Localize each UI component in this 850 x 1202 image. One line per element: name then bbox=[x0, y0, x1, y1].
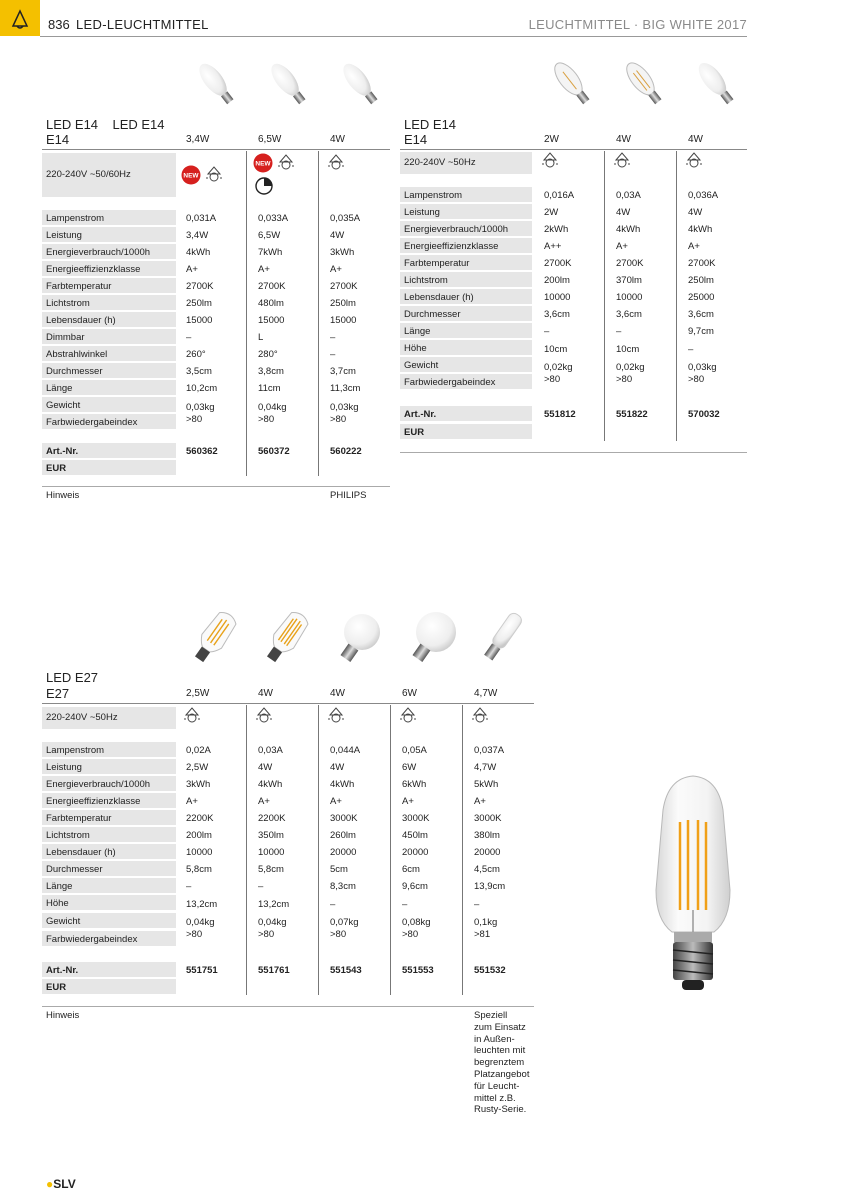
spec-label: Leistung bbox=[404, 207, 440, 218]
header-rule bbox=[42, 149, 390, 150]
wattage-header: 4W bbox=[330, 688, 345, 699]
beam-angle-icon bbox=[470, 705, 490, 725]
spec-value: 260° bbox=[186, 349, 206, 360]
tube-bulb-image-551532 bbox=[470, 606, 534, 670]
spec-value: 4,7W bbox=[474, 762, 497, 773]
spec-value: 4W bbox=[330, 762, 345, 773]
spec-value: 200lm bbox=[544, 275, 570, 286]
spec-value: 3000K bbox=[402, 813, 430, 824]
spec-value: 3000K bbox=[474, 813, 502, 824]
spec-value: 10000 bbox=[258, 847, 285, 858]
spec-value: – bbox=[402, 899, 408, 910]
spec-label: Gewicht bbox=[46, 400, 81, 411]
note-line: leuchten mit bbox=[474, 1045, 526, 1057]
spec-value: 4,5cm bbox=[474, 864, 500, 875]
candle-bulb-image-560372 bbox=[260, 62, 320, 110]
article-number: 560362 bbox=[186, 446, 218, 457]
spec-value: 5cm bbox=[330, 864, 348, 875]
globe-bulb-image-551553 bbox=[398, 606, 462, 670]
spec-value: 4kWh bbox=[616, 224, 641, 235]
new-badge-icon bbox=[181, 165, 201, 185]
spec-value: A+ bbox=[258, 796, 270, 807]
spec-value: 450lm bbox=[402, 830, 428, 841]
spec-label: Lampenstrom bbox=[404, 190, 463, 201]
spec-value: 2700K bbox=[544, 258, 572, 269]
spec-value: 9,6cm bbox=[402, 881, 428, 892]
column-separator bbox=[318, 705, 319, 995]
spec-value: 0,03A bbox=[258, 745, 283, 756]
wattage-header: 4W bbox=[688, 134, 703, 145]
spec-value: 0,03A bbox=[616, 190, 641, 201]
note-text bbox=[474, 1010, 529, 1116]
spec-value: – bbox=[616, 326, 622, 337]
spec-label: Energieeffizienzklasse bbox=[404, 241, 499, 252]
spec-value: 380lm bbox=[474, 830, 500, 841]
column-separator bbox=[462, 705, 463, 995]
spec-label: Energieeffizienzklasse bbox=[46, 796, 141, 807]
price-label: EUR bbox=[46, 982, 67, 993]
spec-value: 4kWh bbox=[186, 247, 211, 258]
spec-value: 2700K bbox=[616, 258, 644, 269]
beam-angle-icon bbox=[254, 705, 274, 725]
spec-label: Durchmesser bbox=[404, 309, 461, 320]
spec-value: 2kWh bbox=[544, 224, 569, 235]
spec-value: 6,5W bbox=[258, 230, 281, 241]
rustic-filament-bulb-image-551761 bbox=[254, 606, 318, 670]
article-number-label: Art.-Nr. bbox=[46, 446, 79, 457]
spec-value: 4W bbox=[330, 230, 345, 241]
spec-value: 0,036A bbox=[688, 190, 719, 201]
note-label: Hinweis bbox=[46, 1010, 80, 1021]
spec-value: 2700K bbox=[186, 281, 214, 292]
spec-value: – bbox=[544, 326, 550, 337]
column-separator bbox=[676, 151, 677, 441]
article-number: 551553 bbox=[402, 965, 434, 976]
spec-value: 20000 bbox=[330, 847, 357, 858]
spec-label: Energieverbrauch/1000h bbox=[46, 247, 151, 258]
spec-value: 0,044A bbox=[330, 745, 361, 756]
spec-value: 0,03kg bbox=[330, 402, 359, 413]
spec-value: 4kWh bbox=[258, 779, 283, 790]
spec-value: 7kWh bbox=[258, 247, 283, 258]
note-line: Speziell bbox=[474, 1010, 508, 1021]
spec-value: >80 bbox=[186, 929, 203, 940]
spec-value: 10000 bbox=[544, 292, 571, 303]
article-number: 551822 bbox=[616, 409, 648, 420]
spec-value: 2700K bbox=[258, 281, 286, 292]
spec-label: Farbtemperatur bbox=[404, 258, 470, 269]
note-line: Rusty-Serie. bbox=[474, 1104, 527, 1116]
globe-bulb-image-551543 bbox=[326, 606, 390, 670]
table-subtitle: E14 bbox=[46, 132, 70, 147]
spec-value: >80 bbox=[616, 374, 633, 385]
column-separator bbox=[318, 151, 319, 476]
spec-value: >80 bbox=[688, 374, 705, 385]
beam-angle-icon bbox=[684, 150, 704, 170]
spec-label: Energieverbrauch/1000h bbox=[404, 224, 509, 235]
spec-value: – bbox=[330, 899, 336, 910]
spec-value: >80 bbox=[186, 414, 203, 425]
spec-value: A++ bbox=[544, 241, 562, 252]
spec-label: Lichtstrom bbox=[404, 275, 448, 286]
spec-value: 4W bbox=[688, 207, 703, 218]
spec-value: 2,5W bbox=[186, 762, 209, 773]
spec-value: – bbox=[688, 344, 694, 355]
spec-value: 3,4W bbox=[186, 230, 209, 241]
spec-value: 0,037A bbox=[474, 745, 505, 756]
article-number: 570032 bbox=[688, 409, 720, 420]
voltage-label: 220-240V ~50Hz bbox=[404, 157, 476, 168]
spec-value: 370lm bbox=[616, 275, 642, 286]
spec-value: – bbox=[258, 881, 264, 892]
spec-label: Lebensdauer (h) bbox=[46, 315, 116, 326]
header-divider bbox=[40, 36, 747, 37]
spec-value: – bbox=[186, 332, 192, 343]
beam-angle-icon bbox=[398, 705, 418, 725]
article-number: 551532 bbox=[474, 965, 506, 976]
beam-angle-icon bbox=[612, 150, 632, 170]
spec-label: Dimmbar bbox=[46, 332, 85, 343]
lamp-icon bbox=[0, 0, 40, 36]
spec-value: – bbox=[474, 899, 480, 910]
spec-value: 10,2cm bbox=[186, 383, 218, 394]
spec-label: Lichtstrom bbox=[46, 830, 90, 841]
spec-value: – bbox=[330, 332, 336, 343]
beam-angle-icon bbox=[326, 705, 346, 725]
spec-value: >80 bbox=[258, 929, 275, 940]
note-line: Platzangebot bbox=[474, 1068, 530, 1080]
spec-value: 0,016A bbox=[544, 190, 575, 201]
catalog-title: LEUCHTMITTEL · BIG WHITE 2017 bbox=[528, 17, 747, 32]
spec-label: Lichtstrom bbox=[46, 298, 90, 309]
spec-value: 11cm bbox=[258, 383, 281, 394]
article-number-label: Art.-Nr. bbox=[404, 409, 437, 420]
candle-bulb-image-560362 bbox=[188, 62, 248, 110]
candle-bulb-image-570032 bbox=[688, 60, 748, 112]
voltage-label: 220-240V ~50Hz bbox=[46, 712, 118, 723]
column-separator bbox=[390, 705, 391, 995]
spec-value: 11,3cm bbox=[330, 383, 361, 394]
spec-value: 20000 bbox=[402, 847, 429, 858]
spec-value: 13,2cm bbox=[186, 899, 218, 910]
spec-value: >80 bbox=[544, 374, 561, 385]
spec-value: 250lm bbox=[330, 298, 356, 309]
price-label: EUR bbox=[46, 463, 67, 474]
spec-value: 260lm bbox=[330, 830, 356, 841]
header-tab bbox=[0, 0, 40, 36]
spec-value: 3,8cm bbox=[258, 366, 284, 377]
spec-value: 3,5cm bbox=[186, 366, 212, 377]
spec-value: 15000 bbox=[258, 315, 285, 326]
spec-label: Höhe bbox=[46, 898, 69, 909]
spec-label: Energieverbrauch/1000h bbox=[46, 779, 151, 790]
spec-label: Lebensdauer (h) bbox=[404, 292, 474, 303]
spec-value: 0,1kg bbox=[474, 917, 498, 928]
spec-value: 0,08kg bbox=[402, 917, 431, 928]
spec-label: Leistung bbox=[46, 762, 82, 773]
spec-value: A+ bbox=[258, 264, 270, 275]
spec-value: 0,031A bbox=[186, 213, 217, 224]
spec-value: 0,035A bbox=[330, 213, 361, 224]
article-number: 560222 bbox=[330, 446, 362, 457]
spec-value: 5,8cm bbox=[186, 864, 212, 875]
spec-value: A+ bbox=[330, 796, 342, 807]
spec-label: Länge bbox=[404, 326, 431, 337]
table-subtitle: E27 bbox=[46, 686, 70, 701]
spec-value: 15000 bbox=[330, 315, 357, 326]
wattage-header: 4W bbox=[258, 688, 273, 699]
note-line: begrenztem bbox=[474, 1057, 525, 1069]
spec-value: 13,2cm bbox=[258, 899, 290, 910]
section-title: LED-LEUCHTMITTEL bbox=[76, 17, 209, 32]
spec-value: 10cm bbox=[616, 344, 640, 355]
wattage-header: 3,4W bbox=[186, 134, 210, 145]
spec-value: 3,6cm bbox=[544, 309, 570, 320]
spec-value: 6cm bbox=[402, 864, 420, 875]
spec-value: 280° bbox=[258, 349, 278, 360]
price-label: EUR bbox=[404, 427, 425, 438]
table-title: LED E14 LED E14 bbox=[46, 117, 165, 132]
spec-value: 5kWh bbox=[474, 779, 499, 790]
wattage-header: 4W bbox=[330, 134, 345, 145]
spec-label: Farbwiedergabeindex bbox=[404, 377, 496, 388]
spec-value: A+ bbox=[688, 241, 700, 252]
spec-label: Durchmesser bbox=[46, 366, 103, 377]
spec-value: 4W bbox=[258, 762, 273, 773]
spec-label: Farbtemperatur bbox=[46, 281, 112, 292]
spec-value: 5,8cm bbox=[258, 864, 284, 875]
spec-value: 0,033A bbox=[258, 213, 289, 224]
spec-value: 200lm bbox=[186, 830, 212, 841]
spec-value: 0,02kg bbox=[544, 362, 573, 373]
spec-value: 480lm bbox=[258, 298, 284, 309]
spec-value: 0,03kg bbox=[688, 362, 717, 373]
note-line: für Leucht- bbox=[474, 1080, 520, 1092]
note-label: Hinweis bbox=[46, 490, 80, 501]
spec-value: >80 bbox=[402, 929, 419, 940]
note-line: zum Einsatz bbox=[474, 1021, 526, 1033]
wattage-header: 6W bbox=[402, 688, 417, 699]
spec-value: 0,05A bbox=[402, 745, 427, 756]
spec-value: 3,6cm bbox=[616, 309, 642, 320]
spec-value: L bbox=[258, 332, 264, 343]
spec-value: 4kWh bbox=[688, 224, 713, 235]
spec-value: 2200K bbox=[186, 813, 214, 824]
spec-label: Länge bbox=[46, 383, 73, 394]
wattage-header: 6,5W bbox=[258, 134, 282, 145]
spec-value: – bbox=[186, 881, 192, 892]
candle-bulb-image-560222 bbox=[332, 62, 392, 110]
beam-angle-icon bbox=[276, 152, 296, 172]
article-number: 560372 bbox=[258, 446, 290, 457]
spec-value: 0,03kg bbox=[186, 402, 215, 413]
spec-value: 6kWh bbox=[402, 779, 427, 790]
spec-value: 6W bbox=[402, 762, 417, 773]
note-rule bbox=[42, 1006, 534, 1007]
spec-label: Länge bbox=[46, 881, 73, 892]
table-title: LED E14 bbox=[404, 117, 457, 132]
spec-label: Leistung bbox=[46, 230, 82, 241]
spec-value: >80 bbox=[330, 929, 347, 940]
beam-angle-icon bbox=[540, 150, 560, 170]
spec-value: 2700K bbox=[330, 281, 358, 292]
article-number: 551812 bbox=[544, 409, 576, 420]
spec-value: 10000 bbox=[186, 847, 213, 858]
spec-value: 4kWh bbox=[330, 779, 355, 790]
brand-logo: ●SLV bbox=[46, 1177, 76, 1191]
spec-value: A+ bbox=[330, 264, 342, 275]
page-number: 836 bbox=[48, 17, 70, 32]
article-number: 551751 bbox=[186, 965, 218, 976]
note-line: mittel z.B. bbox=[474, 1092, 516, 1104]
wattage-header: 4,7W bbox=[474, 688, 498, 699]
large-rustic-bulb-image bbox=[638, 770, 748, 1000]
rustic-filament-bulb-image-551751 bbox=[182, 606, 246, 670]
spec-label: Gewicht bbox=[46, 916, 81, 927]
wattage-header: 4W bbox=[616, 134, 631, 145]
spec-value: 3,7cm bbox=[330, 366, 356, 377]
wattage-header: 2,5W bbox=[186, 688, 210, 699]
article-number: 551761 bbox=[258, 965, 290, 976]
spec-label: Farbwiedergabeindex bbox=[46, 934, 138, 945]
spec-label: Lampenstrom bbox=[46, 745, 105, 756]
spec-label: Energieeffizienzklasse bbox=[46, 264, 141, 275]
filament-candle-bulb-image-551822 bbox=[616, 60, 676, 112]
beam-angle-icon bbox=[326, 152, 346, 172]
spec-value: 350lm bbox=[258, 830, 284, 841]
voltage-label: 220-240V ~50/60Hz bbox=[46, 169, 131, 180]
spec-value: 0,04kg bbox=[186, 917, 215, 928]
svg-text:NEW: NEW bbox=[255, 160, 271, 168]
column-separator bbox=[246, 151, 247, 476]
spec-value: 10000 bbox=[616, 292, 643, 303]
spec-value: 15000 bbox=[186, 315, 213, 326]
svg-text:NEW: NEW bbox=[183, 172, 199, 180]
spec-value: 0,04kg bbox=[258, 917, 287, 928]
spec-value: 20000 bbox=[474, 847, 501, 858]
spec-value: >80 bbox=[258, 414, 275, 425]
spec-value: A+ bbox=[186, 796, 198, 807]
spec-value: 250lm bbox=[186, 298, 212, 309]
spec-value: A+ bbox=[474, 796, 486, 807]
beam-angle-icon bbox=[204, 164, 224, 184]
spec-value: 3000K bbox=[330, 813, 358, 824]
spec-value: 4W bbox=[616, 207, 631, 218]
spec-label: Farbtemperatur bbox=[46, 813, 112, 824]
spec-label: Durchmesser bbox=[46, 864, 103, 875]
spec-value: 9,7cm bbox=[688, 326, 714, 337]
spec-value: A+ bbox=[616, 241, 628, 252]
note-line: in Außen- bbox=[474, 1033, 515, 1045]
brand-note: PHILIPS bbox=[330, 490, 367, 501]
spec-label: Höhe bbox=[404, 343, 427, 354]
spec-label: Gewicht bbox=[404, 360, 439, 371]
spec-value: 0,02kg bbox=[616, 362, 645, 373]
header-rule bbox=[42, 703, 534, 704]
table-title: LED E27 bbox=[46, 670, 99, 685]
spec-value: A+ bbox=[402, 796, 414, 807]
wattage-header: 2W bbox=[544, 134, 559, 145]
spec-label: Lebensdauer (h) bbox=[46, 847, 116, 858]
spec-label: Abstrahlwinkel bbox=[46, 349, 108, 360]
spec-value: 250lm bbox=[688, 275, 714, 286]
spec-value: 3kWh bbox=[186, 779, 211, 790]
spec-value: >80 bbox=[330, 414, 347, 425]
spec-value: – bbox=[330, 349, 336, 360]
spec-value: >81 bbox=[474, 929, 491, 940]
article-number-label: Art.-Nr. bbox=[46, 965, 79, 976]
spec-value: 3kWh bbox=[330, 247, 355, 258]
filament-candle-bulb-image-551812 bbox=[544, 60, 604, 112]
spec-value: 13,9cm bbox=[474, 881, 506, 892]
spec-value: 2700K bbox=[688, 258, 716, 269]
article-number: 551543 bbox=[330, 965, 362, 976]
new-badge-icon bbox=[253, 153, 273, 173]
beam-angle-icon bbox=[182, 705, 202, 725]
table-bottom-rule bbox=[400, 452, 747, 453]
spec-value: 0,04kg bbox=[258, 402, 287, 413]
spec-value: 3,6cm bbox=[688, 309, 714, 320]
column-separator bbox=[604, 151, 605, 441]
spec-value: 25000 bbox=[688, 292, 715, 303]
spec-value: 2W bbox=[544, 207, 559, 218]
spec-value: 8,3cm bbox=[330, 881, 356, 892]
spec-value: 0,02A bbox=[186, 745, 211, 756]
column-separator bbox=[246, 705, 247, 995]
spec-value: 0,07kg bbox=[330, 917, 359, 928]
spec-value: 2200K bbox=[258, 813, 286, 824]
spec-label: Farbwiedergabeindex bbox=[46, 417, 138, 428]
spec-label: Lampenstrom bbox=[46, 213, 105, 224]
table-subtitle: E14 bbox=[404, 132, 428, 147]
spec-value: A+ bbox=[186, 264, 198, 275]
spec-value: 10cm bbox=[544, 344, 568, 355]
dimmable-icon bbox=[255, 177, 273, 195]
